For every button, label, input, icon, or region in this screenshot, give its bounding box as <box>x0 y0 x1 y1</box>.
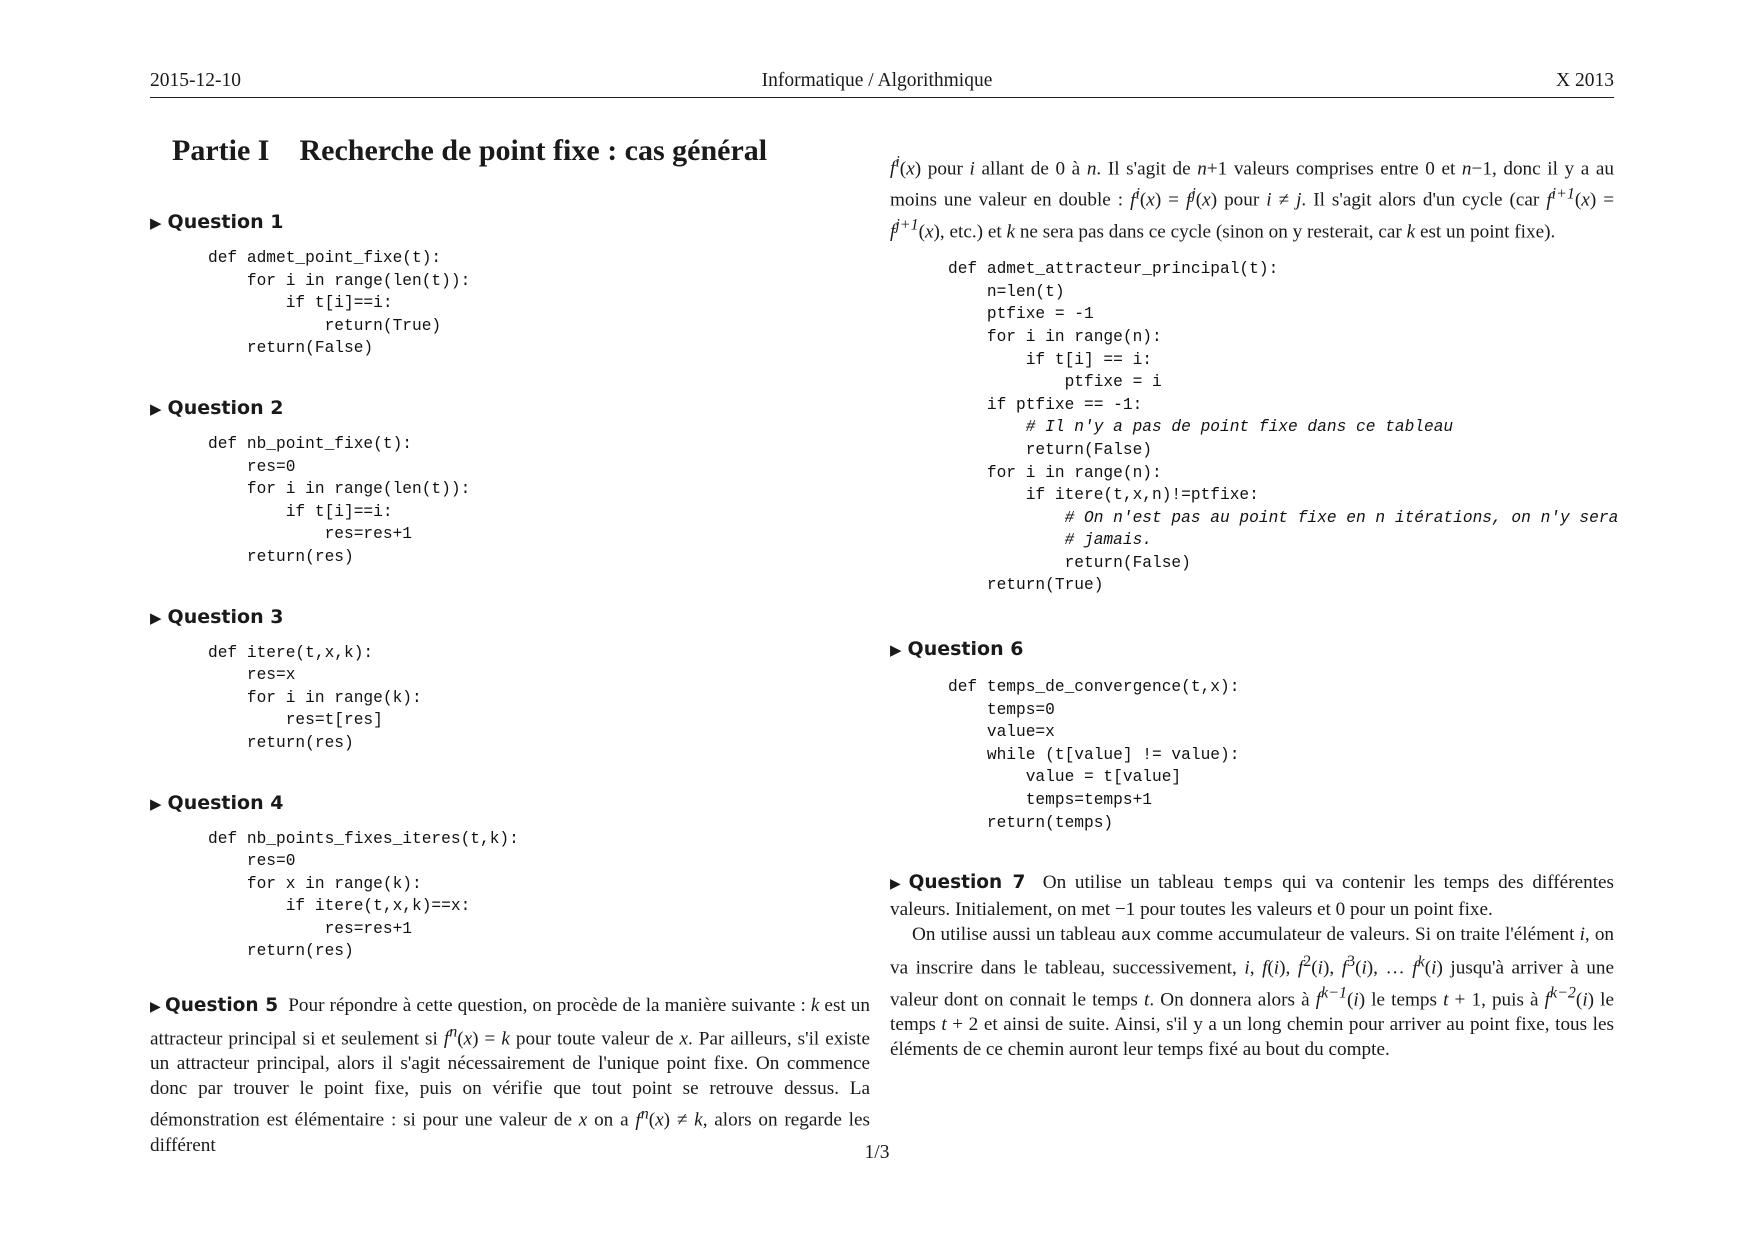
question-6-heading: ▶ Question 6 <box>890 638 1024 661</box>
question-3-code: def itere(t,x,k): res=x for i in range(k): res=t[res] return(res) <box>208 643 422 752</box>
code-comment: # Il n'y a pas de point fixe dans ce tableau <box>1025 418 1454 437</box>
question-6-code: def temps_de_convergence(t,x): temps=0 value=x while (t[value] != value): value = t[value] temps=temps+1 return(temps) <box>948 678 1240 832</box>
header-exam: X 2013 <box>1556 70 1614 91</box>
question-7-heading: ▶ Question 7 <box>890 872 1026 894</box>
left-column <box>150 120 870 1158</box>
question-5-paragraph: ▶ Question 5 Pour répondre à cette question, on procède de la manière suivante : k est un attracteur principal si et seulement si $f^n(x) = k$ pour toute valeur de x. Par ailleurs, s'il existe un attracteur principal, alors il s'agit nécessairement de l'unique point fixe. On commence donc par trouver le point fixe, puis on vérifie que tout point se retrouve dessus. La démonstration est élémentaire : si pour une valeur de x on a $f^n(x) \ne k$, alors on regarde les différent <box>150 995 870 1156</box>
question-2-code: def nb_point_fixe(t): res=0 for i in range(len(t)): if t[i]==i: res=res+1 return(res) <box>208 434 471 566</box>
part-title: Recherche de point fixe : cas général <box>299 134 768 167</box>
question-1-code: def admet_point_fixe(t): for i in range(len(t)): if t[i]==i: return(True) return(False) <box>208 249 471 358</box>
header-rule <box>150 97 1614 98</box>
code-comment: # jamais. <box>1064 531 1153 550</box>
header-date: 2015-12-10 <box>150 70 241 91</box>
triangle-bullet-icon: ▶ <box>890 876 905 893</box>
question-4-heading: ▶ Question 4 <box>150 791 284 814</box>
triangle-bullet-icon: ▶ <box>150 608 162 627</box>
part-heading <box>172 132 870 170</box>
question-7-paragraph-2: On utilise aussi un tableau aux comme accumulateur de valeurs. Si on traite l'élément i, on va inscrire dans le tableau, successivement, i, f(i), $f^2(i)$, $f^3(i)$, … $f^k(i)$ jusqu'à arriver à une valeur dont on connait le temps t. On donnera alors à $f^{k-1}(i)$ le temps t + 1, puis à $f^{k-2}(i)$ le temps t + 2 et ainsi de suite. Ainsi, s'il y a un long chemin pour arriver au point fixe, tous les éléments de ce chemin auront leur temps fixé au bout du compte. <box>890 924 1615 1061</box>
triangle-bullet-icon: ▶ <box>890 641 902 660</box>
question-2-heading: ▶ Question 2 <box>150 396 284 419</box>
question-5-heading: ▶ Question 5 <box>150 995 279 1017</box>
code-comment: # On n'est pas au point fixe en n itérations, on n'y sera <box>1064 508 1619 527</box>
question-1-heading: ▶ Question 1 <box>150 211 284 233</box>
page-number: 1/3 <box>864 1142 890 1163</box>
question-5-code: def admet_attracteur_principal(t): n=len(t) ptfixe = -1 for i in range(n): if t[i] == i: ptfixe = i if ptfixe == -1: # Il n'y a pas de point fixe dans ce tableau return(False) for i in range(n): if itere(t,x,n)!=ptfixe: # On n'est pas au point fixe en n itérations, on n'y sera # jamais. return(False) return(True) <box>948 260 1619 595</box>
triangle-bullet-icon: ▶ <box>150 794 162 813</box>
triangle-bullet-icon: ▶ <box>150 399 162 418</box>
question-3-heading: ▶ Question 3 <box>150 605 284 628</box>
triangle-bullet-icon: ▶ <box>150 999 162 1016</box>
right-column <box>890 120 1619 1062</box>
triangle-bullet-icon: ▶ <box>150 214 162 232</box>
header-subject: Informatique / Algorithmique <box>761 70 993 91</box>
question-7-paragraph-1: ▶ Question 7 On utilise un tableau temps qui va contenir les temps des différentes valeurs. Initialement, on met −1 pour toutes les valeurs et 0 pour un point fixe. <box>890 872 1615 921</box>
part-number: Partie I <box>172 134 270 167</box>
question-5-continuation: $f^i(x)$ pour i allant de 0 à n. Il s'agit de n+1 valeurs comprises entre 0 et n−1, donc il y a au moins une valeur en double : $f^i(x) = f^j(x)$ pour i ≠ j. Il s'agit alors d'un cycle (car $f^{i+1}(x) = f^{j+1}(x)$, etc.) et k ne sera pas dans ce cycle (sinon on y resterait, car k est un point fixe). <box>890 154 1615 243</box>
question-4-code: def nb_points_fixes_iteres(t,k): res=0 for x in range(k): if itere(t,x,k)==x: res=res+1 return(res) <box>208 829 519 961</box>
